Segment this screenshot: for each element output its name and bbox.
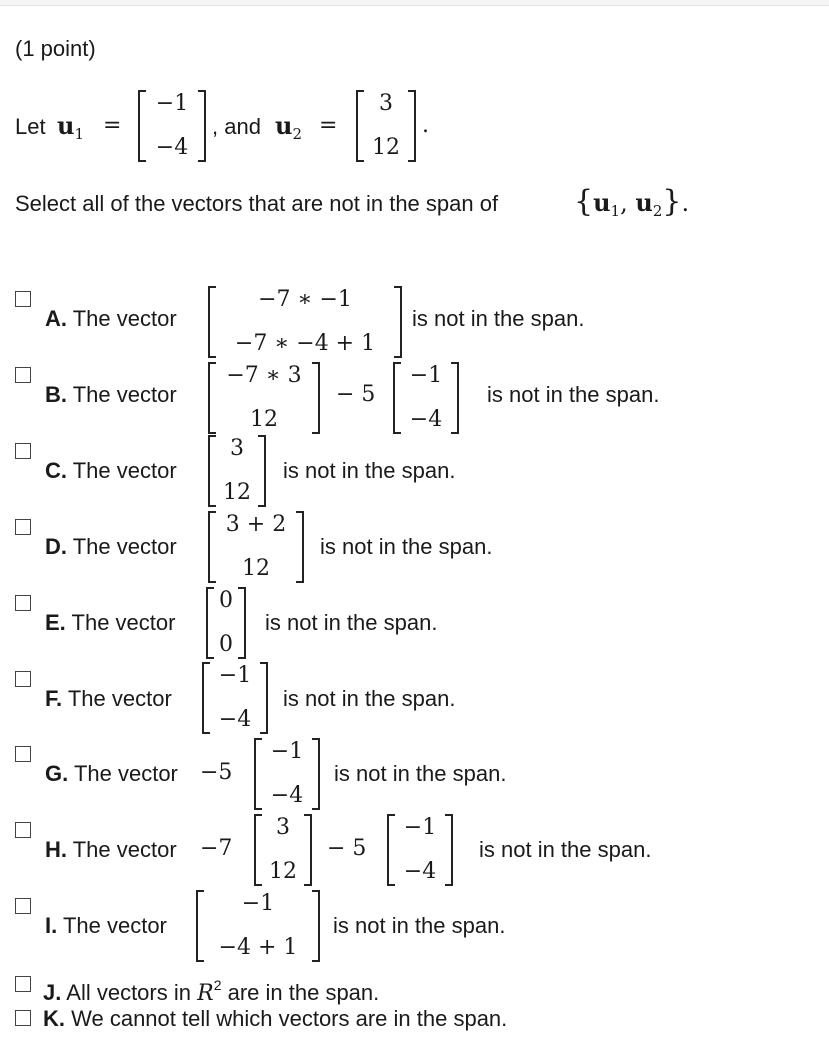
equals-sign-1: =: [103, 113, 122, 138]
checkbox-h[interactable]: [15, 822, 31, 838]
option-a-tail: is not in the span.: [412, 306, 585, 331]
option-i-vector: −1 −4 + 1: [196, 890, 320, 962]
checkbox-a[interactable]: [15, 291, 31, 307]
checkbox-c[interactable]: [15, 443, 31, 459]
and-label: , and: [212, 114, 261, 139]
span-set: {$u_1$, $u_2$}.: [574, 184, 690, 220]
checkbox-e[interactable]: [15, 595, 31, 611]
problem-card: [0, 6, 829, 1064]
option-a-label: A. The vector: [45, 306, 177, 331]
option-e-vector: 0 0: [206, 587, 246, 659]
option-f-label: F. The vector: [45, 686, 172, 711]
checkbox-g[interactable]: [15, 746, 31, 762]
option-f-vector: −1 −4: [202, 662, 268, 734]
prompt-text: Select all of the vectors that are not in the span of: [15, 191, 499, 216]
option-b-vector-1: −7 ∗ 3 12: [208, 362, 320, 434]
u2-symbol: $u_2$: [275, 111, 302, 143]
option-h-tail: is not in the span.: [479, 837, 652, 862]
option-d-label: D. The vector: [45, 534, 177, 559]
checkbox-b[interactable]: [15, 367, 31, 383]
u1-symbol: $u_1$: [57, 111, 84, 143]
option-a-vector: −7 ∗ −1 −7 ∗ −4 + 1: [208, 286, 402, 358]
option-b-operator: − 5: [336, 382, 376, 407]
option-f-tail: is not in the span.: [283, 686, 456, 711]
points-label: (1 point): [15, 36, 96, 61]
let-label: Let: [15, 114, 46, 139]
option-h-operator: − 5: [327, 836, 367, 861]
option-b-label: B. The vector: [45, 382, 177, 407]
option-i-label: I. The vector: [45, 913, 167, 938]
option-d-vector: 3 + 2 12: [208, 511, 304, 583]
option-e-label: E. The vector: [45, 610, 176, 635]
option-g-vector: −1 −4: [254, 738, 320, 810]
option-c-label: C. The vector: [45, 458, 177, 483]
option-k-label: K. We cannot tell which vectors are in the span.: [43, 1006, 508, 1031]
checkbox-d[interactable]: [15, 519, 31, 535]
option-e-tail: is not in the span.: [265, 610, 438, 635]
option-c-vector: 3 12: [208, 435, 266, 507]
checkbox-j[interactable]: [15, 976, 31, 992]
option-d-tail: is not in the span.: [320, 534, 493, 559]
checkbox-k[interactable]: [15, 1010, 31, 1026]
option-g-label: G. The vector: [45, 761, 178, 786]
equals-sign-2: =: [319, 113, 338, 138]
intro-period: .: [422, 113, 429, 138]
option-b-vector-2: −1 −4: [393, 362, 459, 434]
option-h-vector-1: 3 12: [254, 814, 312, 886]
checkbox-i[interactable]: [15, 898, 31, 914]
u2-vector: 3 12: [356, 90, 416, 162]
option-i-tail: is not in the span.: [333, 913, 506, 938]
option-j-label: J. All vectors in $R^2$ are in the span.: [43, 977, 380, 1006]
u1-vector: −1 −4: [138, 90, 206, 162]
option-c-tail: is not in the span.: [283, 458, 456, 483]
option-h-coefficient: −7: [200, 836, 233, 861]
option-b-tail: is not in the span.: [487, 382, 660, 407]
option-h-label: H. The vector: [45, 837, 177, 862]
option-g-tail: is not in the span.: [334, 761, 507, 786]
option-h-vector-2: −1 −4: [387, 814, 453, 886]
option-g-coefficient: −5: [200, 760, 233, 785]
checkbox-f[interactable]: [15, 671, 31, 687]
